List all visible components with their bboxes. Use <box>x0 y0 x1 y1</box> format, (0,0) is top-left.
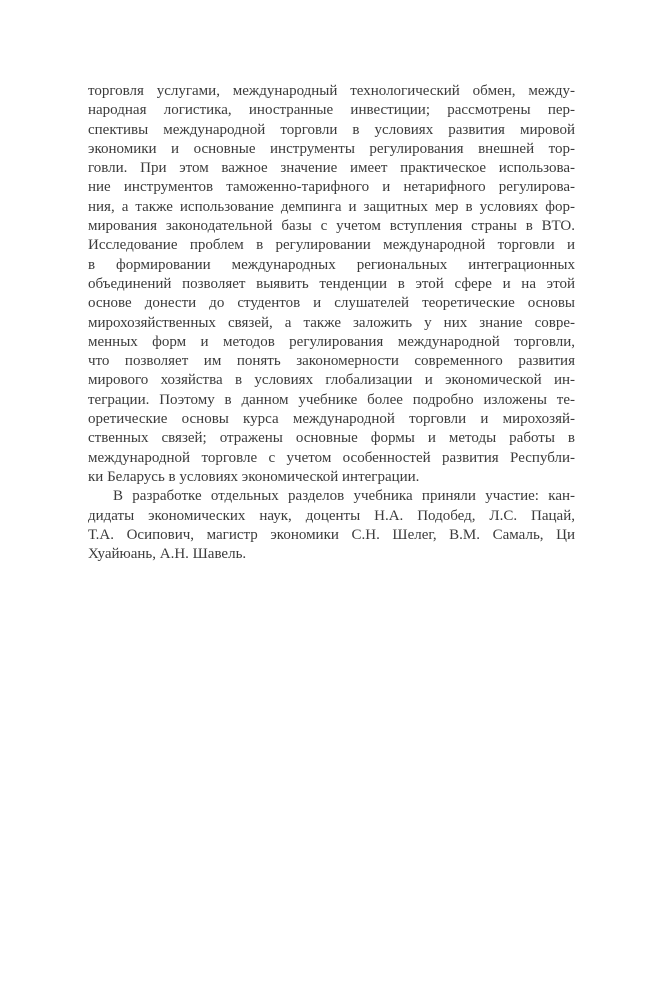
text-line: Исследование проблем в регулировании международной торговли и <box>88 237 575 254</box>
text-line: мирования законодательной базы с учетом вступления страны в ВТО. <box>88 218 575 235</box>
text-line: ственных связей; отражены основные формы и методы работы в <box>88 430 575 447</box>
text-line: мирового хозяйства в условиях глобализации и экономической ин- <box>88 372 575 389</box>
text-line: говли. При этом важное значение имеет практическое использова- <box>88 160 575 177</box>
text-line: ния, а также использование демпинга и защитных мер в условиях фор- <box>88 198 575 215</box>
text-line: ки Беларусь в условиях экономической интеграции. <box>88 468 420 485</box>
text-line: в формировании международных региональных интеграционных <box>88 256 575 273</box>
text-line: Т.А. Осипович, магистр экономики С.Н. Шелег, В.М. Самаль, Ци <box>88 526 575 543</box>
text-line: оретические основы курса международной торговли и мирохозяй- <box>88 411 575 428</box>
text-line: В разработке отдельных разделов учебника приняли участие: кан- <box>113 488 575 505</box>
text-line: объединений позволяет выявить тенденции в этой сфере и на этой <box>88 275 575 292</box>
text-line: международной торговле с учетом особенностей развития Республи- <box>88 449 575 466</box>
text-line: экономики и основные инструменты регулирования внешней тор- <box>88 140 575 157</box>
text-line: Хуайюань, А.Н. Шавель. <box>88 546 247 563</box>
paragraph <box>88 487 575 564</box>
text-block <box>88 82 575 564</box>
text-line: дидаты экономических наук, доценты Н.А. Подобед, Л.С. Пацай, <box>88 507 575 524</box>
text-line: спективы международной торговли в условиях развития мировой <box>88 121 575 138</box>
text-line: торговля услугами, международный технологический обмен, между- <box>88 83 575 99</box>
text-line: менных форм и методов регулирования международной торговли, <box>88 333 575 350</box>
paragraph <box>88 82 575 487</box>
text-line: теграции. Поэтому в данном учебнике более подробно изложены те- <box>88 391 575 408</box>
text-line: основе донести до студентов и слушателей теоретические основы <box>88 295 575 312</box>
text-line: что позволяет им понять закономерности современного развития <box>88 353 575 370</box>
text-line: ние инструментов таможенно-тарифного и нетарифного регулирова- <box>88 179 575 196</box>
text-line: народная логистика, иностранные инвестиции; рассмотрены пер- <box>88 102 575 119</box>
text-line: мирохозяйственных связей, а также заложить у них знание совре- <box>88 314 575 331</box>
